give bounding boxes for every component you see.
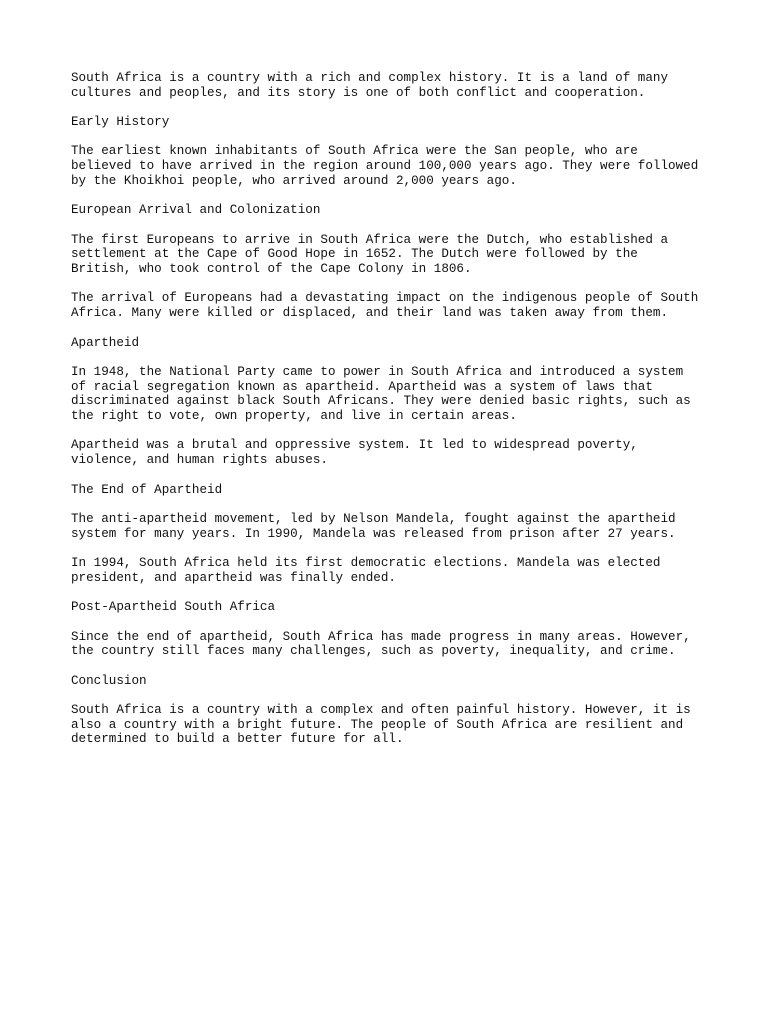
section-heading-conclusion: Conclusion xyxy=(71,673,147,688)
section-heading-early-history: Early History xyxy=(71,115,170,130)
section-heading-european-arrival: European Arrival and Colonization xyxy=(71,203,321,218)
section-heading-post-apartheid: Post-Apartheid South Africa xyxy=(71,600,276,615)
section-heading-end-of-apartheid: The End of Apartheid xyxy=(71,482,223,497)
section-heading-apartheid: Apartheid xyxy=(71,335,140,350)
european-arrival-paragraph-1: The first Europeans to arrive in South Africa were the Dutch, who established a settlement at the Cape of Good Hope in 1652. The Dutch were followed by the British, who took control of the Cape Colony in 1806. xyxy=(71,232,669,277)
end-of-apartheid-paragraph-2: In 1994, South Africa held its first democratic elections. Mandela was elected president, and apartheid was finally ended. xyxy=(71,556,661,585)
apartheid-paragraph-2: Apartheid was a brutal and oppressive system. It led to widespread poverty, violence, and human rights abuses. xyxy=(71,438,638,468)
document-page xyxy=(71,71,711,762)
european-arrival-paragraph-2: The arrival of Europeans had a devastating impact on the indigenous people of South Africa. Many were killed or displaced, and their land was taken away from them. xyxy=(71,291,699,321)
end-of-apartheid-paragraph-1: The anti-apartheid movement, led by Nelson Mandela, fought against the apartheid system for many years. In 1990, Mandela was released from prison after 27 years. xyxy=(71,511,676,541)
apartheid-paragraph-1: In 1948, the National Party came to power in South Africa and introduced a system of racial segregation known as apartheid. Apartheid was a system of laws that discriminated against black South Africans. They were denied basic rights, such as the right to vote, own property, and live in certain areas. xyxy=(71,364,691,424)
post-apartheid-paragraph: Since the end of apartheid, South Africa has made progress in many areas. However, the country still faces many challenges, such as poverty, inequality, and crime. xyxy=(71,629,691,659)
conclusion-paragraph: South Africa is a country with a complex and often painful history. However, it is also a country with a bright future. The people of South Africa are resilient and determined to build a better future for all. xyxy=(71,703,691,747)
early-history-paragraph: The earliest known inhabitants of South Africa were the San people, who are believed to have arrived in the region around 100,000 years ago. They were followed by the Khoikhoi people, who arrived around 2,000 years ago. xyxy=(71,144,699,188)
intro-paragraph: South Africa is a country with a rich and complex history. It is a land of many cultures and peoples, and its story is one of both conflict and cooperation. xyxy=(71,71,669,100)
